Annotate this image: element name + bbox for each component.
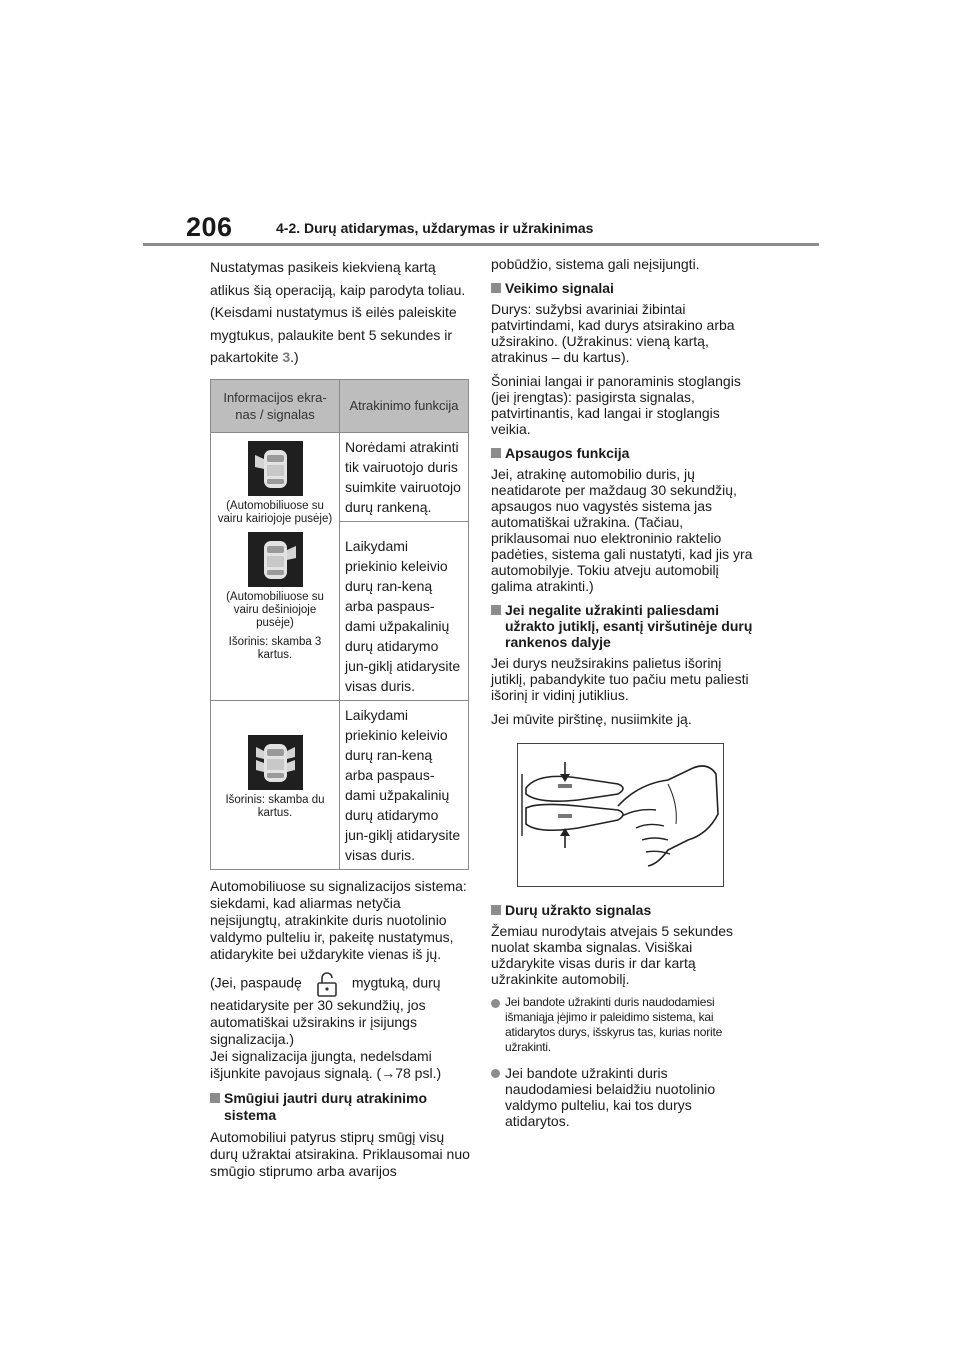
step-ref: 3	[282, 349, 291, 365]
lock-signal-paragraph: Žemiau nurodytais atvejais 5 sekundes nuolat skamba signalas. Visiškai uždarykite visas duris ir dar kartą užrakinkite automobilį.	[491, 923, 734, 987]
sensor-paragraph-1: Jei durys neužsirakins palietus išorinį jutiklį, pabandykite tuo pačiu metu paliesti išorinį ir vidinį jutiklius.	[491, 655, 749, 703]
display-cell	[211, 432, 340, 700]
table-header-row	[211, 379, 469, 432]
unlock-settings-table	[210, 379, 469, 870]
col-header-display: Informacijos ekra-nas / signalas	[211, 379, 340, 432]
section-title: 4-2. Durų atidarymas, uždarymas ir užrakinimas	[276, 220, 594, 236]
continuation-paragraph: pobūdžio, sistema gali neįsijungti.	[491, 256, 700, 272]
lock-signal-heading-text: Durų užrakto signalas	[505, 902, 652, 918]
unlock-button-icon	[316, 971, 338, 997]
intro-text: Nustatymas pasikeis kiekvieną kartą atlikus šią operaciją, kaip parodyta toliau. (Keisdami nustatymus iš eilės paleiskite mygtukus, palaukite bent 5 sekundes ir pakartokite	[210, 259, 466, 365]
section-square-icon	[491, 905, 501, 915]
function-driver-only: Norėdami atrakinti tik vairuotojo duris suimkite vairuotojo durų rankeną.	[340, 432, 469, 521]
left-column	[210, 256, 472, 1188]
intro-paragraph	[210, 256, 472, 369]
right-column	[491, 256, 753, 1139]
car-all-doors-open-icon	[248, 735, 303, 790]
function-all-doors: Laikydami priekinio keleivio durų ran-keną arba paspaus-dami užpakalinių durų atidarymo jun-giklį atidarysite visas duris.	[340, 700, 469, 869]
section-square-icon	[210, 1093, 220, 1103]
list-item	[491, 1065, 753, 1129]
display-cell	[211, 700, 340, 869]
section-square-icon	[491, 283, 501, 293]
section-square-icon	[491, 605, 501, 615]
paren-part2: mygtuką, durų neatidarysite per 30 sekundžių, jos automatiškai užsirakins ir įsijungs signalizacija.)	[210, 974, 441, 1047]
alarm-paragraph-2: Jei signalizacija įjungta, nedelsdami išjunkite pavojaus signalą. (→78 psl.)	[210, 1047, 442, 1081]
shock-heading	[210, 1090, 472, 1124]
col-header-function: Atrakinimo funkcija	[340, 379, 469, 432]
sensor-heading	[491, 602, 753, 650]
section-square-icon	[491, 448, 501, 458]
signals-heading-text: Veikimo signalai	[505, 280, 614, 296]
page-number: 206	[186, 212, 233, 242]
table-row	[211, 432, 469, 521]
sensor-heading-text: Jei negalite užrakinti paliesdami užrakto jutiklį, esantį viršutinėje durų rankenos dalyje	[505, 602, 753, 650]
bullet-dot-icon	[491, 1069, 500, 1078]
car-driver-door-open-lhd-icon	[248, 441, 303, 496]
security-paragraph: Jei, atrakinę automobilio duris, jų neatidarote per maždaug 30 sekundžių, apsaugos nuo vagystės sistema jas automatiškai užrakina. (Tačiau, priklausomai nuo elektroninio raktelio padėties, sistema gali nustatyti, kad jis yra automobilyje. Tokiu atveju automobilį galima atrakinti.)	[491, 466, 753, 594]
caption-rhd: (Automobiliuose su vairu dešiniojoje pusėje)	[226, 590, 324, 629]
sensor-paragraph-2: Jei mūvite pirštinę, nusiimkite ją.	[491, 711, 692, 727]
bullet-text-1: Jei bandote užrakinti duris naudodamiesi išmaniąja įėjimo ir paleidimo sistema, kai atidarytos durys, išskyrus tas, kurias norite užrakinti.	[505, 995, 723, 1054]
bullet-text-2: Jei bandote užrakinti duris naudodamiesi belaidžiu nuotolinio valdymo pulteliu, kai tos durys atidarytos.	[505, 1065, 716, 1129]
shock-heading-text: Smūgiui jautri durų atrakinimo sistema	[224, 1089, 428, 1123]
security-heading	[491, 445, 753, 461]
shock-paragraph: Automobiliui patyrus stiprų smūgį visų durų užraktai atsirakina. Priklausomai nuo smūgio stiprumo arba avarijos	[210, 1128, 470, 1179]
header-rule	[143, 243, 819, 246]
caption-beeps-3: Išorinis: skamba 3 kartus.	[228, 635, 322, 661]
table-row	[211, 700, 469, 869]
intro-end: .)	[290, 349, 299, 365]
caption-lhd: (Automobiliuose su vairu kairiojoje pusėje)	[217, 499, 333, 525]
bullet-dot-icon	[491, 999, 500, 1008]
list-item	[491, 995, 753, 1055]
paren-paragraph	[210, 971, 472, 1048]
signals-paragraph-2: Šoniniai langai ir panoraminis stoglangis (jei įrengtas): pasigirsta signalas, patvirtinantis, kad langai ir stoglangis veikia.	[491, 373, 741, 437]
signals-paragraph-1: Durys: sužybsi avariniai žibintai patvirtindami, kad durys atsirakino arba užsirakino. (Užrakinus: vieną kartą, atrakinus – du kartus).	[491, 301, 735, 365]
caption-beeps-2: Išorinis: skamba du kartus.	[225, 793, 325, 819]
alarm-paragraph: Automobiliuose su signalizacijos sistema: siekdami, kad aliarmas netyčia neįsijungtų, atrakinkite duris nuotolinio valdymo pulteliu ir, pakeitę nustatymus, atidarykite bei uždarykite vienas iš jų.	[210, 877, 467, 962]
paren-part1: (Jei, paspaudę	[210, 974, 302, 991]
car-driver-door-open-rhd-icon	[248, 532, 303, 587]
function-all-doors: Laikydami priekinio keleivio durų ran-keną arba paspaus-dami užpakalinių durų atidarymo jun-giklį atidarysite visas duris.	[340, 521, 469, 700]
signals-heading	[491, 280, 753, 296]
security-heading-text: Apsaugos funkcija	[505, 445, 630, 461]
lock-signal-heading	[491, 902, 753, 918]
door-handle-sensor-illustration	[517, 743, 724, 887]
